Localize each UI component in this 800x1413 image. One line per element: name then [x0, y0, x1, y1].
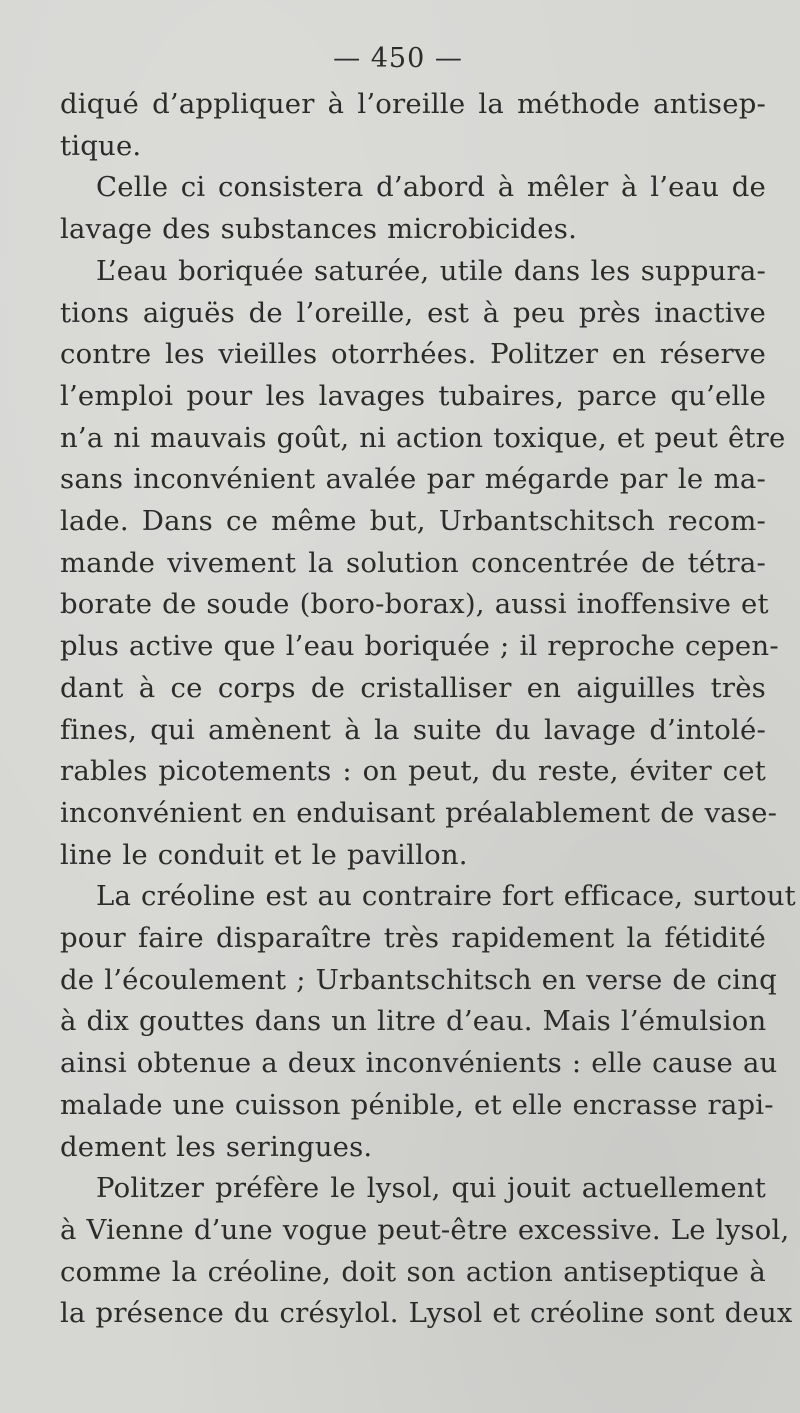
- text-line: lavage des substances microbicides.: [60, 213, 578, 246]
- text-line: rables picotements : on peut, du reste, éviter cet: [60, 755, 766, 788]
- text-line: pour faire disparaître très rapidement la fétidité: [60, 922, 766, 955]
- text-line: diqué d’appliquer à l’oreille la méthode antisep-: [60, 88, 766, 120]
- paragraph: [60, 876, 796, 1168]
- text-line: sans inconvénient avalée par mégarde par le ma-: [60, 463, 766, 496]
- paragraph: [60, 167, 766, 250]
- text-line: à Vienne d’une vogue peut-être excessive. Le lysol,: [60, 1213, 790, 1246]
- text-line: dement les seringues.: [60, 1130, 373, 1163]
- paragraph: [60, 251, 786, 877]
- text-line: fines, qui amènent à la suite du lavage d’intolé-: [60, 713, 766, 746]
- text-line: dant à ce corps de cristalliser en aiguilles très: [60, 671, 766, 704]
- text-line: à dix gouttes dans un litre d’eau. Mais l’émulsion: [60, 1005, 767, 1038]
- text-line: lade. Dans ce même but, Urbantschitsch recom-: [60, 505, 766, 538]
- text-line: tions aiguës de l’oreille, est à peu près inactive: [60, 296, 766, 329]
- paragraph: [60, 84, 766, 167]
- text-line: n’a ni mauvais goût, ni action toxique, et peut être: [60, 421, 786, 454]
- text-line: tique.: [60, 129, 142, 162]
- body-text: [60, 84, 796, 1335]
- text-line: l’emploi pour les lavages tubaires, parce qu’elle: [60, 379, 766, 412]
- text-line: La créoline est au contraire fort efficace, surtout: [96, 880, 796, 913]
- text-line: contre les vieilles otorrhées. Politzer en réserve: [60, 338, 766, 371]
- text-line: plus active que l’eau boriquée ; il reproche cepen-: [60, 630, 779, 663]
- text-line: Celle ci consistera d’abord à mêler à l’eau de: [96, 171, 766, 204]
- page-number: — 450 —: [333, 43, 463, 74]
- text-line: mande vivement la solution concentrée de tétra-: [60, 546, 766, 579]
- text-line: line le conduit et le pavillon.: [60, 838, 468, 871]
- text-line: la présence du crésylol. Lysol et créoline sont deux: [60, 1297, 793, 1330]
- paragraph: [60, 1168, 793, 1335]
- text-line: inconvénient en enduisant préalablement de vase-: [60, 796, 778, 829]
- text-line: de l’écoulement ; Urbantschitsch en verse de cinq: [60, 963, 777, 996]
- text-line: ainsi obtenue a deux inconvénients : elle cause au: [60, 1047, 778, 1080]
- text-line: Politzer préfère le lysol, qui jouit actuellement: [96, 1172, 766, 1205]
- text-line: L’eau boriquée saturée, utile dans les suppura-: [96, 254, 766, 287]
- text-line: borate de soude (boro-borax), aussi inoffensive et: [60, 588, 769, 621]
- text-line: comme la créoline, doit son action antiseptique à: [60, 1255, 766, 1288]
- text-line: malade une cuisson pénible, et elle encrasse rapi-: [60, 1088, 774, 1121]
